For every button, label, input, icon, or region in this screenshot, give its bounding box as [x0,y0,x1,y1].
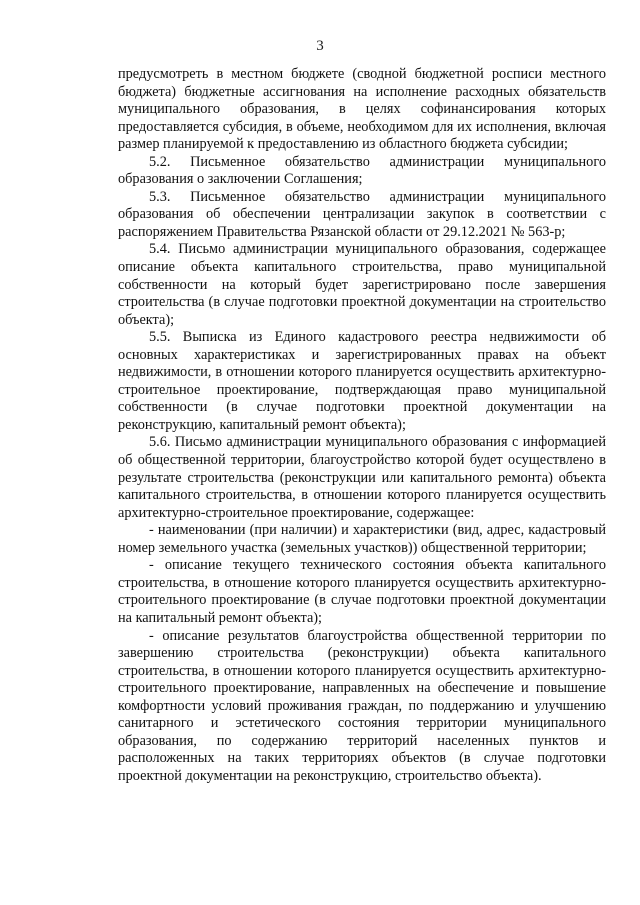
paragraph-5-4: 5.4. Письмо администрации муниципального образования, содержащее описание объекта капитального строительства, право муниципальной собственности на который будет зарегистрировано после завершения строительства (в случае подготовки проектной документации на строительство объекта); [118,241,606,328]
list-item-improvement-results: - описание результатов благоустройства общественной территории по завершению строительства (реконструкции) объекта капитального строительства, в отношении которого планируется осуществить архитектурно-строительного проектирование, направленных на обеспечение и повышение комфортности условий проживания граждан, по поддержанию и улучшению санитарного и эстетического состояния территории муниципального образования, по содержанию территорий населенных пунктов и расположенных на таких территориях объектов (в случае подготовки проектной документации на реконструкцию, строительство объекта). [118,627,606,784]
document-body [118,66,606,785]
list-item-territory-name: - наименовании (при наличии) и характеристики (вид, адрес, кадастровый номер земельного участка (земельных участков)) общественной территории; [118,522,606,556]
page-number: 3 [316,38,324,54]
paragraph-5-2: 5.2. Письменное обязательство администрации муниципального образования о заключении Соглашения; [118,153,606,188]
paragraph-budget-provision: предусмотреть в местном бюджете (сводной бюджетной росписи местного бюджета) бюджетные ассигнования на исполнение расходных обязательств муниципального образования, в целях софинансирования которых предоставляется субсидия, в объеме, необходимом для их исполнения, включая размер планируемой к предоставлению из областного бюджета субсидии; [118,66,606,153]
paragraph-5-3: 5.3. Письменное обязательство администрации муниципального образования об обеспечении централизации закупок в соответствии с распоряжением Правительства Рязанской области от 29.12.2021 № 563-р; [118,188,606,240]
paragraph-5-6: 5.6. Письмо администрации муниципального образования с информацией об общественной территории, благоустройство которой будет осуществлено в результате строительства (реконструкции или капитального ремонта) объекта капитального строительства, в отношении которого планируется осуществить архитектурно-строительное проектирование, содержащее: [118,434,606,521]
list-item-technical-state: - описание текущего технического состояния объекта капитального строительства, в отношение которого планируется осуществить архитектурно-строительного проектирование (в случае подготовки проектной документации на капитальный ремонт объекта); [118,557,606,626]
paragraph-5-5: 5.5. Выписка из Единого кадастрового реестра недвижимости об основных характеристиках и зарегистрированных правах на объект недвижимости, в отношении которого планируется осуществить архитектурно-строительное проектирование, подтверждающая право муниципальной собственности (в случае подготовки проектной документации на реконструкцию, капитальный ремонт объекта); [118,329,606,433]
